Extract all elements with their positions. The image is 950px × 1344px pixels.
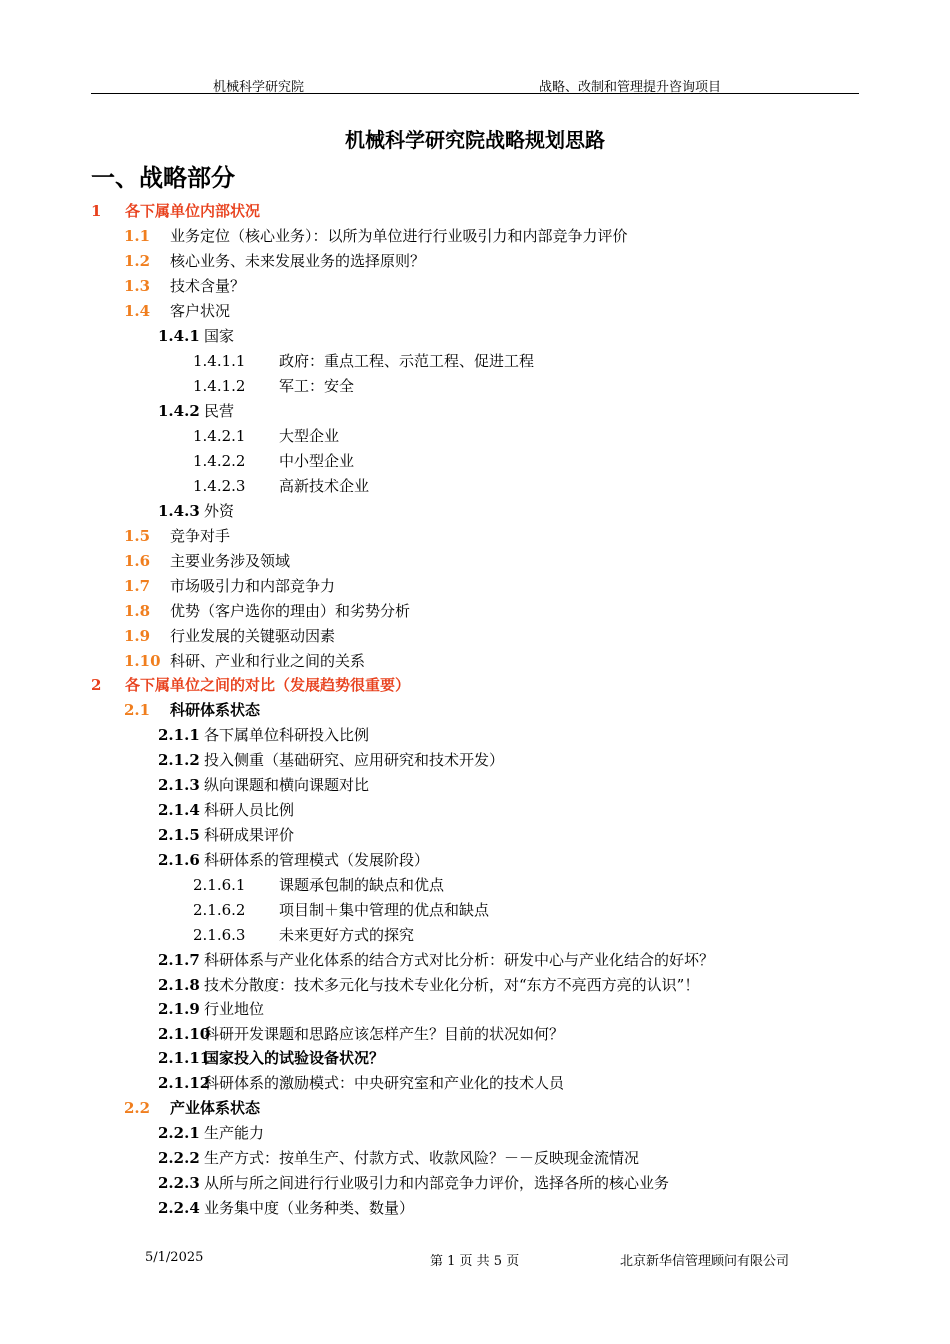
outline-text: 科研人员比例 [204,801,295,819]
outline-item [124,276,245,296]
footer-date: 5/1/2025 [145,1250,204,1265]
outline-item [124,226,628,246]
outline-text: 科研、产业和行业之间的关系 [170,652,366,670]
outline-text: 核心业务、未来发展业务的选择原则？ [170,252,426,270]
header-project: 战略、改制和管理提升咨询项目 [539,80,722,95]
outline-item [124,526,230,546]
outline-item [158,825,294,845]
outline-number: 2.1.8 [158,976,200,994]
outline-number: 2.1.7 [158,951,200,969]
outline-text: 市场吸引力和内部竞争力 [170,577,336,595]
outline-item [124,601,410,621]
outline-item [124,301,230,321]
outline-text: 政府：重点工程、示范工程、促进工程 [279,352,535,370]
outline-item [158,950,714,970]
outline-text: 国家投入的试验设备状况？ [204,1049,385,1067]
outline-text: 科研体系的激励模式：中央研究室和产业化的技术人员 [204,1074,565,1092]
outline-text: 业务集中度（业务种类、数量） [204,1199,415,1217]
outline-item [193,900,489,920]
outline-number: 1.7 [124,577,151,595]
outline-text: 科研体系状态 [170,701,261,719]
outline-item [158,501,234,521]
outline-text: 项目制＋集中管理的优点和缺点 [279,901,490,919]
document-title: 机械科学研究院战略规划思路 [345,128,605,152]
outline-text: 科研开发课题和思路应该怎样产生？目前的状况如何？ [204,1025,565,1043]
outline-number: 2.2 [124,1099,151,1117]
outline-item [158,750,504,770]
outline-number: 2.1.6.1 [193,876,246,894]
outline-number: 2.1 [124,701,151,719]
outline-item [158,401,234,421]
outline-item [158,800,294,820]
outline-number: 1.10 [124,652,161,670]
outline-number: 1.4.2.2 [193,452,246,470]
outline-number: 2.1.6.2 [193,901,246,919]
outline-number: 1.5 [124,527,151,545]
outline-number: 1.4.1.1 [193,352,246,370]
outline-number: 2.2.1 [158,1124,200,1142]
outline-item [158,775,369,795]
outline-item [158,1198,414,1218]
outline-item [124,700,260,720]
outline-item [193,476,369,496]
outline-text: 大型企业 [279,427,340,445]
outline-text: 行业地位 [204,1000,265,1018]
outline-number: 1.4.2 [158,402,200,420]
outline-text: 行业发展的关键驱动因素 [170,627,336,645]
outline-number: 1.4.1 [158,327,200,345]
outline-text: 技术含量？ [170,277,246,295]
outline-number: 2.1.6.3 [193,926,246,944]
outline-item [193,925,414,945]
outline-text: 中小型企业 [279,452,355,470]
outline-number: 2.1.5 [158,826,200,844]
outline-number: 2.1.4 [158,801,200,819]
outline-text: 生产能力 [204,1124,265,1142]
outline-text: 产业体系状态 [170,1099,261,1117]
outline-number: 2 [91,676,102,694]
outline-number: 2.1.2 [158,751,200,769]
outline-text: 投入侧重（基础研究、应用研究和技术开发） [204,751,505,769]
outline-item [158,975,699,995]
outline-text: 科研体系与产业化体系的结合方式对比分析：研发中心与产业化结合的好坏？ [204,951,715,969]
outline-item [158,1123,264,1143]
outline-number: 1.8 [124,602,151,620]
outline-item [158,850,429,870]
outline-number: 1.4.2.1 [193,427,246,445]
outline-text: 课题承包制的缺点和优点 [279,876,445,894]
outline-text: 客户状况 [170,302,231,320]
outline-item [158,1024,564,1044]
outline-item [158,1073,564,1093]
outline-text: 各下属单位科研投入比例 [204,726,370,744]
outline-number: 1.1 [124,227,151,245]
outline-text: 纵向课题和横向课题对比 [204,776,370,794]
outline-number: 2.2.3 [158,1174,200,1192]
outline-item [158,999,264,1019]
outline-text: 主要业务涉及领域 [170,552,291,570]
outline-item [158,725,369,745]
outline-text: 技术分散度：技术多元化与技术专业化分析，对“东方不亮西方亮的认识”！ [204,976,700,994]
outline-item [193,376,354,396]
outline-item [193,875,444,895]
outline-item [158,1173,669,1193]
footer-page-number: 第 1 页 共 5 页 [430,1254,520,1269]
outline-text: 各下属单位内部状况 [125,202,261,220]
outline-text: 优势（客户选你的理由）和劣势分析 [170,602,411,620]
outline-number: 1.3 [124,277,151,295]
outline-text: 军工：安全 [279,377,355,395]
outline-text: 民营 [204,402,235,420]
outline-item [193,351,534,371]
outline-text: 外资 [204,502,235,520]
outline-number: 1.6 [124,552,151,570]
outline-text: 国家 [204,327,235,345]
outline-item [124,576,335,596]
outline-text: 科研成果评价 [204,826,295,844]
outline-item [158,326,234,346]
outline-item [91,201,260,221]
footer-company: 北京新华信管理顾问有限公司 [620,1254,790,1269]
outline-number: 2.1.6 [158,851,200,869]
outline-text: 生产方式：按单生产、付款方式、收款风险？－－反映现金流情况 [204,1149,640,1167]
outline-text: 竞争对手 [170,527,231,545]
outline-number: 2.1.10 [158,1025,211,1043]
outline-text: 从所与所之间进行行业吸引力和内部竞争力评价，选择各所的核心业务 [204,1174,670,1192]
outline-number: 2.2.2 [158,1149,200,1167]
outline-number: 1.2 [124,252,151,270]
outline-item [124,251,425,271]
outline-item [124,551,290,571]
section-heading: 一、战略部分 [91,163,235,192]
outline-item [91,675,410,695]
outline-item [124,626,335,646]
outline-number: 2.2.4 [158,1199,200,1217]
outline-text: 未来更好方式的探究 [279,926,415,944]
outline-number: 1.9 [124,627,151,645]
page-header [91,74,859,94]
outline-number: 1.4.3 [158,502,200,520]
outline-item [124,651,365,671]
outline-number: 1.4 [124,302,151,320]
outline-item [124,1098,260,1118]
outline-text: 业务定位（核心业务）：以所为单位进行行业吸引力和内部竞争力评价 [170,227,628,245]
outline-number: 1.4.2.3 [193,477,246,495]
outline-number: 2.1.12 [158,1074,211,1092]
outline-item [158,1148,639,1168]
outline-item [193,451,354,471]
outline-text: 高新技术企业 [279,477,370,495]
outline-item [193,426,339,446]
outline-number: 1 [91,202,102,220]
outline-number: 2.1.9 [158,1000,200,1018]
outline-text: 各下属单位之间的对比（发展趋势很重要） [125,676,411,694]
outline-text: 科研体系的管理模式（发展阶段） [204,851,430,869]
outline-number: 2.1.1 [158,726,200,744]
outline-number: 2.1.3 [158,776,200,794]
outline-number: 2.1.11 [158,1049,211,1067]
outline-item [158,1048,384,1068]
outline-number: 1.4.1.2 [193,377,246,395]
header-org: 机械科学研究院 [213,80,305,95]
